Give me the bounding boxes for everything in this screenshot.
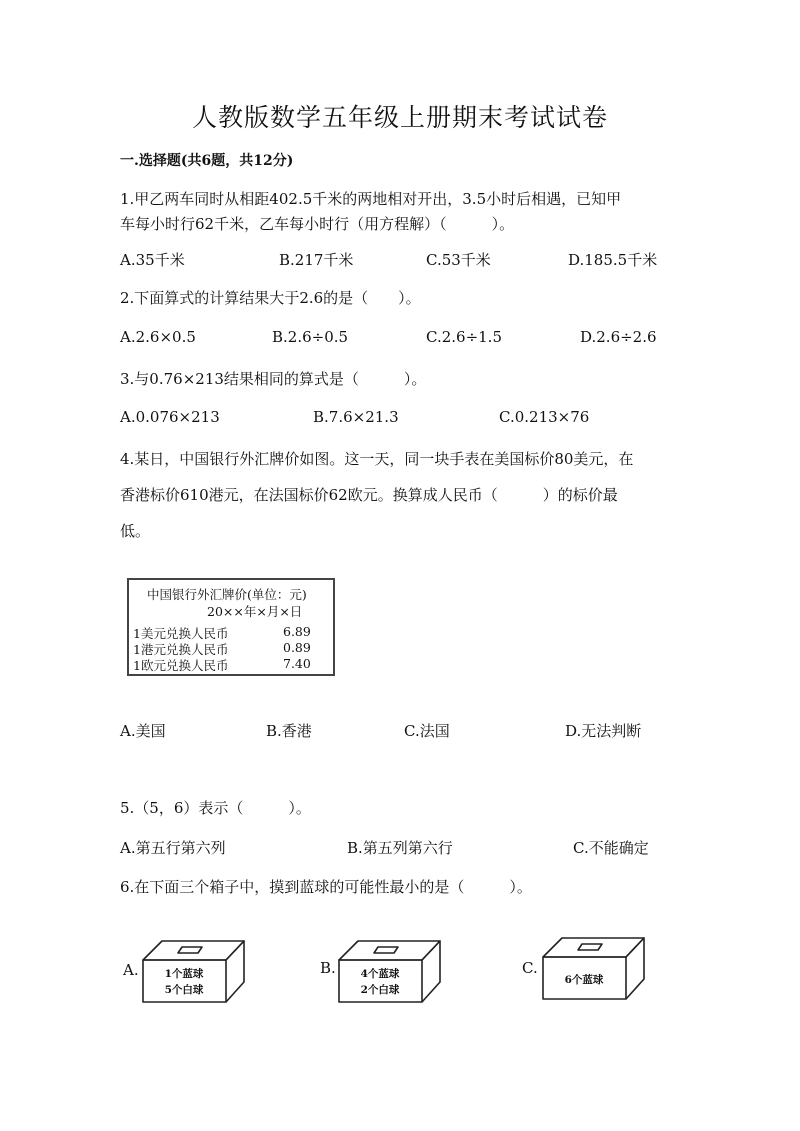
exchange-table-date: 20××年×月×日 — [207, 604, 303, 619]
question-4-line-1: 4.某日，中国银行外汇牌价如图。这一天，同一块手表在美国标价80美元，在 — [120, 450, 634, 468]
q5-option-a: A.第五行第六列 — [120, 839, 226, 857]
question-5-line-1: 5.（5，6）表示（ ）。 — [120, 799, 311, 817]
exchange-row-usd-label: 1美元兑换人民币 — [133, 626, 229, 641]
q2-option-a: A.2.6×0.5 — [120, 328, 196, 346]
q4-option-a: A.美国 — [120, 722, 166, 740]
q4-option-b: B.香港 — [266, 722, 312, 740]
q3-option-b: B.7.6×21.3 — [313, 408, 399, 426]
question-2-line-1: 2.下面算式的计算结果大于2.6的是（ ）。 — [120, 289, 421, 307]
q3-option-a: A.0.076×213 — [120, 408, 220, 426]
box-c-figure — [540, 935, 650, 1003]
q1-option-c: C.53千米 — [426, 251, 491, 269]
question-4-line-2: 香港标价610港元，在法国标价62欧元。换算成人民币（ ）的标价最 — [120, 486, 618, 504]
question-1-line-2: 车每小时行62千米，乙车每小时行（用方程解）（ ）。 — [120, 215, 515, 233]
q1-option-a: A.35千米 — [120, 251, 185, 269]
q5-option-b: B.第五列第六行 — [347, 839, 453, 857]
box-c-line-1: 6个蓝球 — [564, 974, 604, 986]
q4-option-c: C.法国 — [404, 722, 450, 740]
box-b-line-2: 2个白球 — [360, 984, 400, 996]
page-title: 人教版数学五年级上册期末考试试卷 — [191, 103, 608, 132]
question-6-line-1: 6.在下面三个箱子中，摸到蓝球的可能性最小的是（ ）。 — [120, 878, 532, 896]
box-a-line-1: 1个蓝球 — [164, 968, 204, 980]
box-b-letter: B. — [320, 959, 336, 977]
question-1-line-1: 1.甲乙两车同时从相距402.5千米的两地相对开出，3.5小时后相遇，已知甲 — [120, 190, 622, 208]
box-b-figure — [336, 938, 446, 1006]
box-b-line-1: 4个蓝球 — [360, 968, 400, 980]
q5-option-c: C.不能确定 — [573, 839, 649, 857]
question-4-line-3: 低。 — [120, 522, 151, 540]
q2-option-c: C.2.6÷1.5 — [426, 328, 502, 346]
section-heading: 一.选择题(共6题，共12分) — [120, 153, 294, 169]
q4-option-d: D.无法判断 — [565, 722, 642, 740]
q3-option-c: C.0.213×76 — [499, 408, 590, 426]
q2-option-d: D.2.6÷2.6 — [580, 328, 657, 346]
q1-option-d: D.185.5千米 — [568, 251, 658, 269]
exchange-row-eur-value: 7.40 — [283, 656, 311, 671]
box-a-line-2: 5个白球 — [164, 984, 204, 996]
exchange-rate-table — [127, 578, 335, 676]
question-3-line-1: 3.与0.76×213结果相同的算式是（ ）。 — [120, 370, 427, 388]
box-a-figure — [140, 938, 250, 1006]
exchange-table-header: 中国银行外汇牌价(单位：元) — [147, 587, 307, 602]
exchange-row-eur-label: 1欧元兑换人民币 — [133, 658, 229, 673]
exchange-row-hkd-label: 1港元兑换人民币 — [133, 642, 229, 657]
q1-option-b: B.217千米 — [279, 251, 354, 269]
exchange-row-usd-value: 6.89 — [283, 624, 311, 639]
exchange-row-hkd-value: 0.89 — [283, 640, 311, 655]
box-a-letter: A. — [123, 961, 139, 979]
box-c-letter: C. — [522, 959, 538, 977]
q2-option-b: B.2.6÷0.5 — [272, 328, 349, 346]
